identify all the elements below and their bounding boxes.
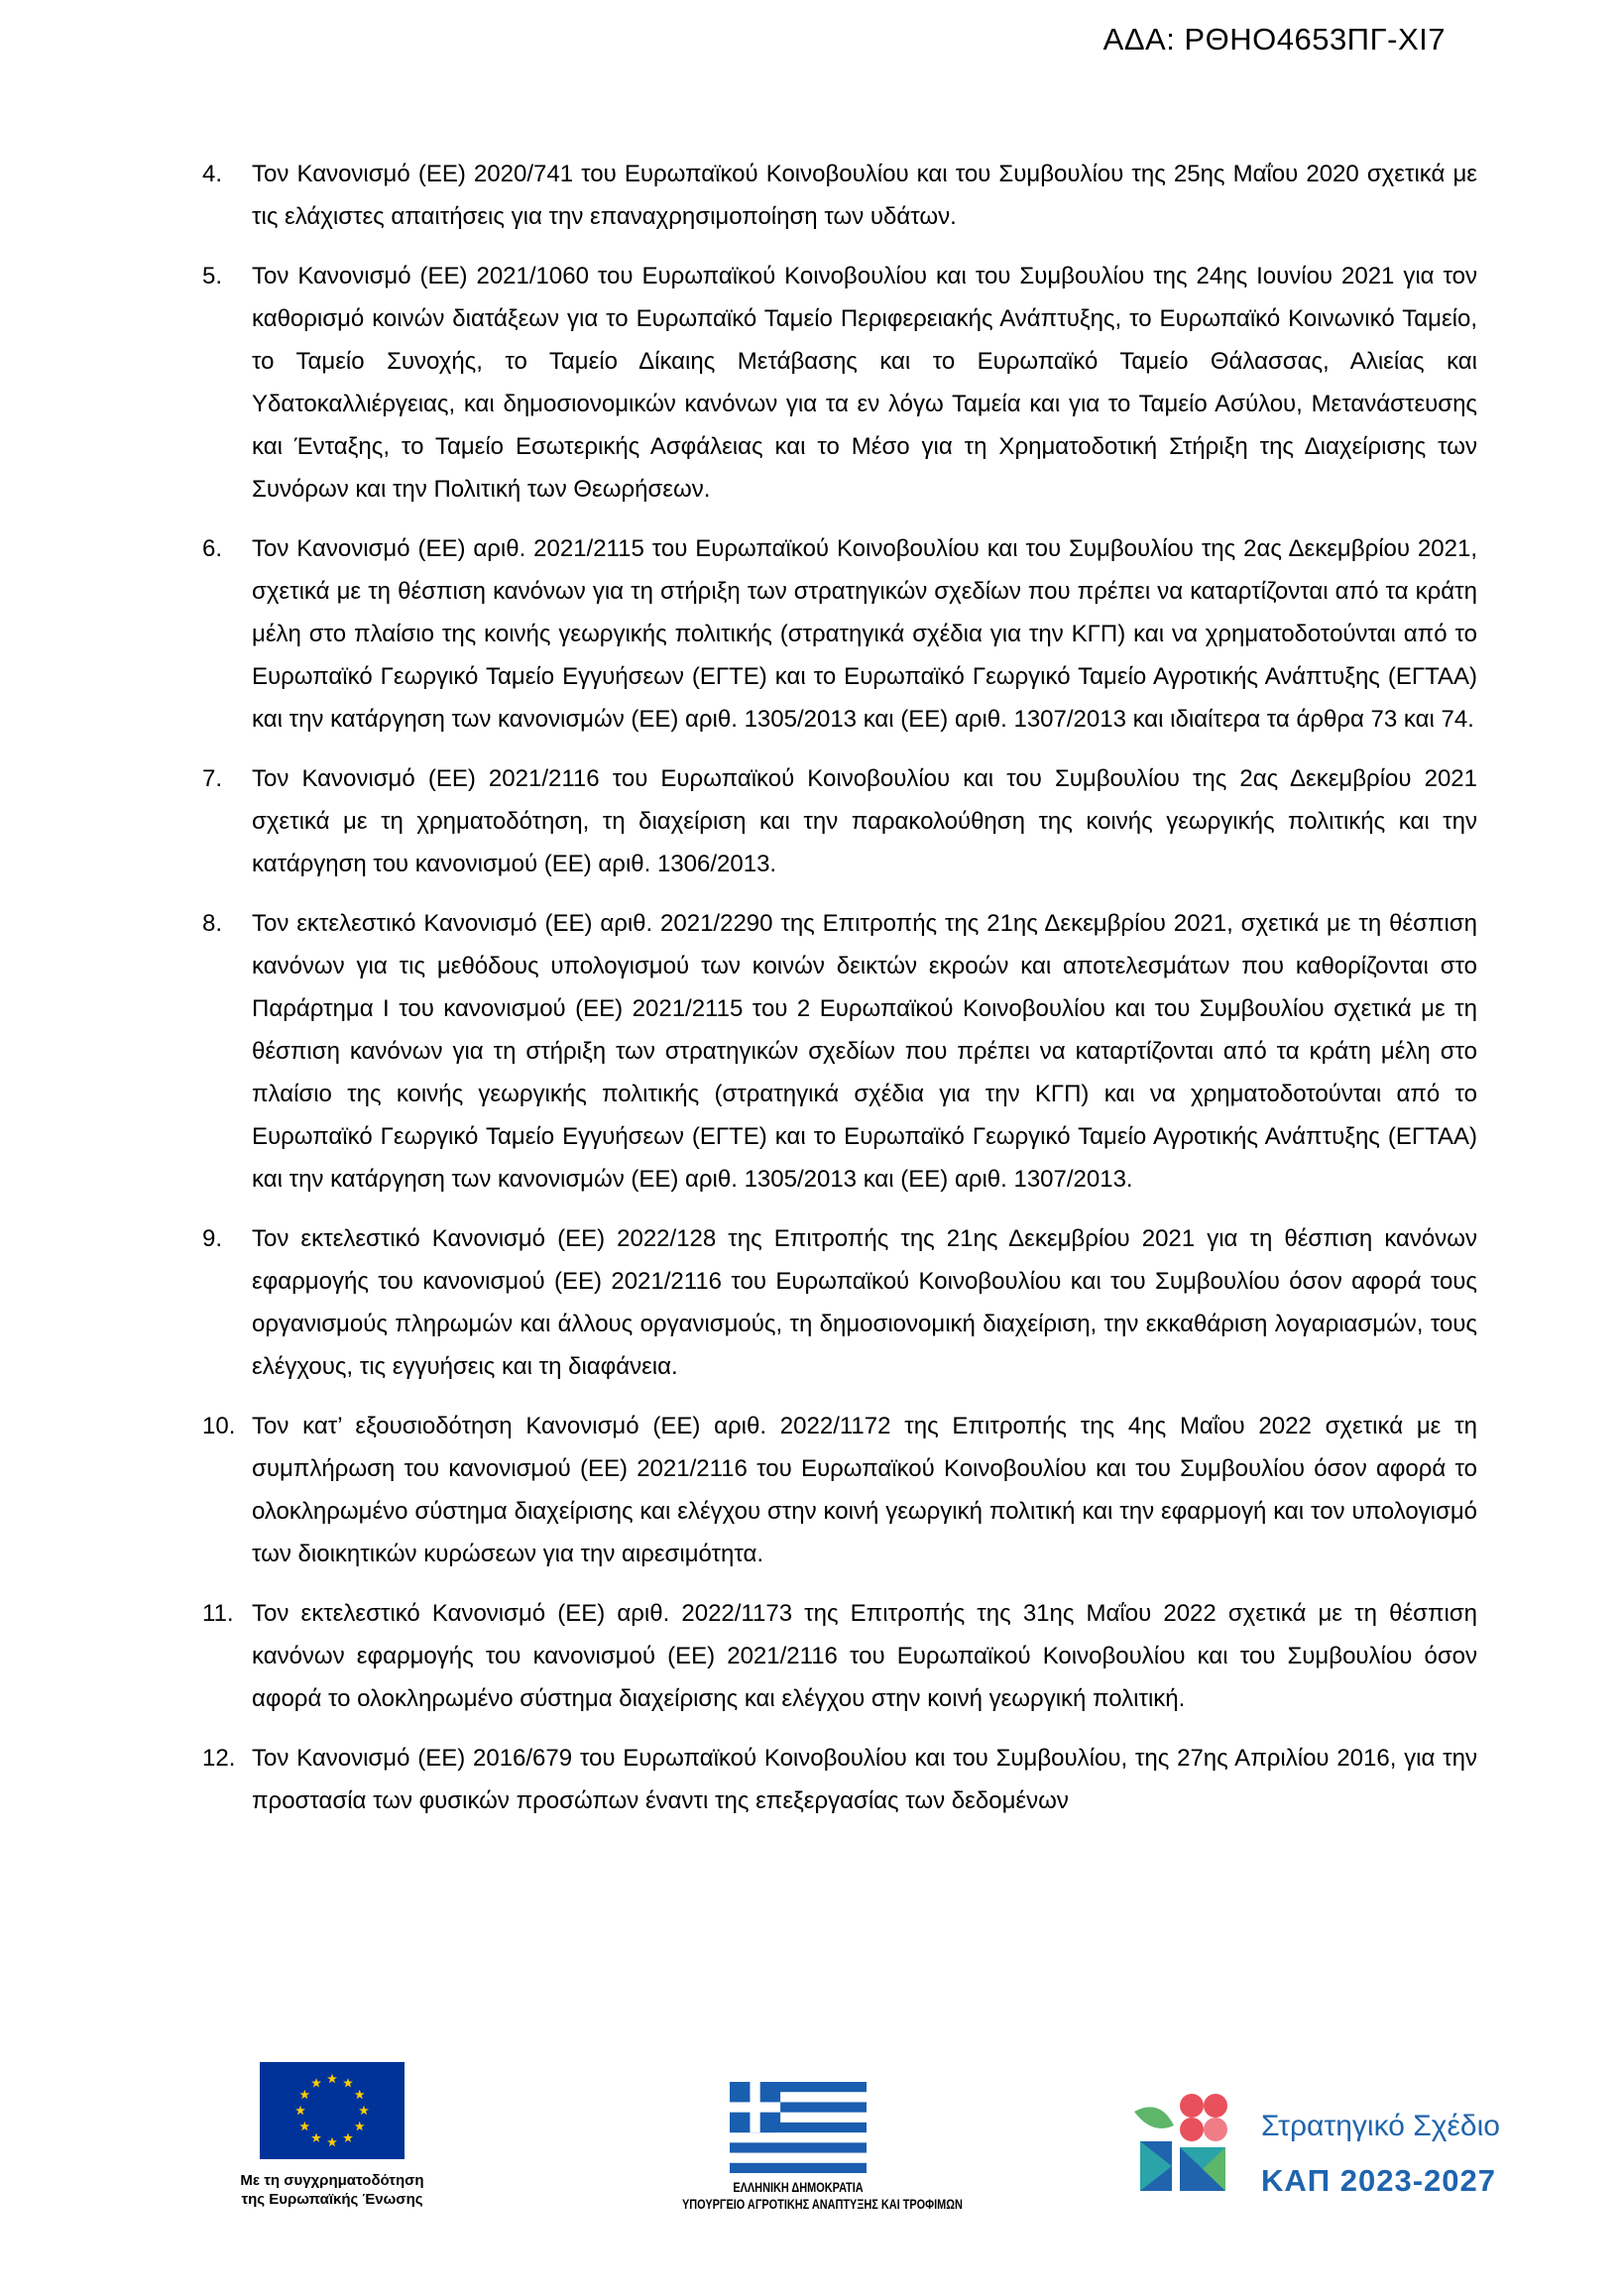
item-text: Τον Κανονισμό (ΕΕ) 2021/2116 του Ευρωπαϊκού Κοινοβουλίου και του Συμβουλίου της 2ας Δεκεμβρίου 2021 σχετικά με τη χρηματοδότηση, τη διαχείριση και την παρακολούθηση της κοινής γεωργικής πολιτικής και την κατάργηση του κανονισμού (ΕΕ) αριθ. 1306/2013.	[252, 765, 1477, 877]
item-text: Τον εκτελεστικό Κανονισμό (ΕΕ) αριθ. 2021/2290 της Επιτροπής της 21ης Δεκεμβρίου 2021, σχετικά με τη θέσπιση κανόνων για τις μεθόδους υπολογισμού των κοινών δεικτών εκροών και αποτελεσμάτων που καθορίζονται στο Παράρτημα Ι του κανονισμού (ΕΕ) 2021/2115 του 2 Ευρωπαϊκού Κοινοβουλίου και του Συμβουλίου σχετικά με τη θέσπιση κανόνων για τη στήριξη των στρατηγικών σχεδίων που πρέπει να καταρτίζονται από τα κράτη μέλη στο πλαίσιο της κοινής γεωργικής πολιτικής (στρατηγικά σχέδια για την ΚΓΠ) και να χρηματοδοτούνται από το Ευρωπαϊκό Γεωργικό Ταμείο Εγγυήσεων (ΕΓΤΕ) και το Ευρωπαϊκό Γεωργικό Ταμείο Αγροτικής Ανάπτυξης (ΕΓΤΑΑ) και την κατάργηση των κανονισμών (ΕΕ) αριθ. 1305/2013 και (ΕΕ) αριθ. 1307/2013.	[252, 910, 1477, 1193]
list-item	[202, 757, 1477, 885]
list-item	[202, 902, 1477, 1201]
greek-ministry-caption	[682, 2179, 963, 2213]
item-text: Τον εκτελεστικό Κανονισμό (ΕΕ) αριθ. 2022/1173 της Επιτροπής της 31ης Μαΐου 2022 σχετικά με τη θέσπιση κανόνων εφαρμογής του κανονισμού (ΕΕ) 2021/2116 του Ευρωπαϊκού Κοινοβουλίου και του Συμβουλίου όσον αφορά το ολοκληρωμένο σύστημα διαχείρισης και ελέγχου στην κοινή γεωργική πολιτική.	[252, 1600, 1477, 1712]
greek-caption-line2: ΥΠΟΥΡΓΕΙΟ ΑΓΡΟΤΙΚΗΣ ΑΝΑΠΤΥΞΗΣ ΚΑΙ ΤΡΟΦΙΜΩΝ	[682, 2196, 963, 2212]
item-number: 4.	[202, 161, 223, 187]
item-number: 11.	[202, 1600, 234, 1627]
greek-flag-icon	[729, 2082, 868, 2173]
regulations-list	[202, 153, 1477, 1839]
eu-logo-block	[203, 2062, 461, 2209]
greek-caption-line1: ΕΛΛΗΝΙΚΗ ΔΗΜΟΚΡΑΤΙΑ	[733, 2179, 864, 2195]
item-text: Τον κατ’ εξουσιοδότηση Κανονισμό (ΕΕ) αριθ. 2022/1172 της Επιτροπής της 4ης Μαΐου 2022 σχετικά με τη συμπλήρωση του κανονισμού (ΕΕ) 2021/2116 του Ευρωπαϊκού Κοινοβουλίου και του Συμβουλίου όσον αφορά το ολοκληρωμένο σύστημα διαχείρισης και ελέγχου στην κοινή γεωργική πολιτική και την εφαρμογή και τον υπολογισμό των διοικητικών κυρώσεων για την αιρεσιμότητα.	[252, 1413, 1477, 1567]
eu-caption-line2: της Ευρωπαϊκής Ένωσης	[241, 2191, 423, 2208]
list-item	[202, 527, 1477, 741]
item-text: Τον Κανονισμό (ΕΕ) 2016/679 του Ευρωπαϊκού Κοινοβουλίου και του Συμβουλίου, της 27ης Απριλίου 2016, για την προστασία των φυσικών προσώπων έναντι της επεξεργασίας των δεδομένων	[252, 1745, 1477, 1814]
list-item	[202, 255, 1477, 511]
item-text: Τον Κανονισμό (ΕΕ) 2020/741 του Ευρωπαϊκού Κοινοβουλίου και του Συμβουλίου της 25ης Μαΐου 2020 σχετικά με τις ελάχιστες απαιτήσεις για την επαναχρησιμοποίηση των υδάτων.	[252, 161, 1477, 230]
kap-emblem-icon	[1130, 2092, 1249, 2201]
kap-subtitle: ΚΑΠ 2023-2027	[1261, 2163, 1497, 2198]
item-number: 6.	[202, 535, 223, 562]
item-number: 5.	[202, 263, 223, 289]
list-item	[202, 1737, 1477, 1822]
list-item	[202, 1405, 1477, 1575]
item-number: 10.	[202, 1413, 236, 1439]
kap-logo-block	[1130, 2092, 1547, 2231]
greek-ministry-block	[649, 2062, 963, 2213]
list-item	[202, 153, 1477, 238]
eu-caption	[203, 2171, 461, 2209]
item-text: Τον εκτελεστικό Κανονισμό (ΕΕ) 2022/128 της Επιτροπής της 21ης Δεκεμβρίου 2021 για τη θέσπιση κανόνων εφαρμογής του κανονισμού (ΕΕ) 2021/2116 του Ευρωπαϊκού Κοινοβουλίου και του Συμβουλίου όσον αφορά τους οργανισμούς πληρωμών και άλλους οργανισμούς, τη δημοσιονομική διαχείριση, την εκκαθάριση λογαριασμών, τους ελέγχους, τις εγγυήσεις και τη διαφάνεια.	[252, 1225, 1477, 1380]
list-item	[202, 1592, 1477, 1720]
list-item	[202, 1217, 1477, 1388]
item-number: 12.	[202, 1745, 236, 1772]
kap-title: Στρατηγικό Σχέδιο	[1261, 2110, 1500, 2142]
item-text: Τον Κανονισμό (ΕΕ) αριθ. 2021/2115 του Ευρωπαϊκού Κοινοβουλίου και του Συμβουλίου της 2ας Δεκεμβρίου 2021, σχετικά με τη θέσπιση κανόνων για τη στήριξη των στρατηγικών σχεδίων που πρέπει να καταρτίζονται από τα κράτη μέλη στο πλαίσιο της κοινής γεωργικής πολιτικής (στρατηγικά σχέδια για την ΚΓΠ) και να χρηματοδοτούνται από το Ευρωπαϊκό Γεωργικό Ταμείο Εγγυήσεων (ΕΓΤΕ) και το Ευρωπαϊκό Γεωργικό Ταμείο Αγροτικής Ανάπτυξης (ΕΓΤΑΑ) και την κατάργηση των κανονισμών (ΕΕ) αριθ. 1305/2013 και (ΕΕ) αριθ. 1307/2013 και ιδιαίτερα τα άρθρα 73 και 74.	[252, 535, 1477, 733]
footer-logos	[0, 2062, 1624, 2270]
item-number: 9.	[202, 1225, 223, 1252]
eu-caption-line1: Με τη συγχρηματοδότηση	[240, 2172, 424, 2189]
ada-code: ΑΔΑ: ΡΘΗΟ4653ΠΓ-ΧΙ7	[1102, 22, 1446, 57]
item-number: 8.	[202, 910, 223, 937]
item-text: Τον Κανονισμό (ΕΕ) 2021/1060 του Ευρωπαϊκού Κοινοβουλίου και του Συμβουλίου της 24ης Ιουνίου 2021 για τον καθορισμό κοινών διατάξεων για το Ευρωπαϊκό Ταμείο Περιφερειακής Ανάπτυξης, το Ευρωπαϊκό Κοινωνικό Ταμείο, το Ταμείο Συνοχής, το Ταμείο Δίκαιης Μετάβασης και το Ευρωπαϊκό Ταμείο Θάλασσας, Αλιείας και Υδατοκαλλιέργειας, και δημοσιονομικών κανόνων για τα εν λόγω Ταμεία και για το Ταμείο Ασύλου, Μετανάστευσης και Ένταξης, το Ταμείο Εσωτερικής Ασφάλειας και το Μέσο για τη Χρηματοδοτική Στήριξη της Διαχείρισης των Συνόρων και την Πολιτική των Θεωρήσεων.	[252, 263, 1477, 503]
item-number: 7.	[202, 765, 223, 792]
eu-flag-icon	[260, 2062, 405, 2159]
